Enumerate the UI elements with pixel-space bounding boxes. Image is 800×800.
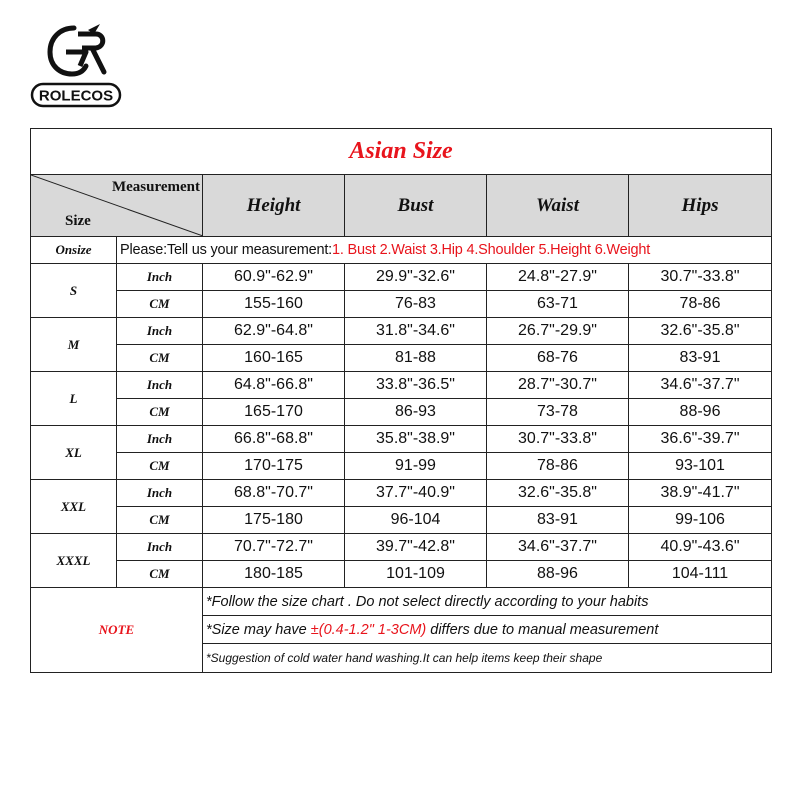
- cell-s-inch-waist: 24.8"-27.9": [487, 264, 629, 291]
- unit-cm: CM: [117, 561, 203, 588]
- cell-xxxl-inch-hips: 40.9"-43.6": [629, 534, 772, 561]
- cell-s-inch-hips: 30.7"-33.8": [629, 264, 772, 291]
- note-line-2: [203, 616, 772, 644]
- cell-xl-inch-height: 66.8"-68.8": [203, 426, 345, 453]
- cell-m-cm-hips: 83-91: [629, 345, 772, 372]
- cell-xxxl-inch-waist: 34.6"-37.7": [487, 534, 629, 561]
- onsize-items: 1. Bust 2.Waist 3.Hip 4.Shoulder 5.Height 6.Weight: [332, 242, 651, 258]
- note-line-1: *Follow the size chart . Do not select directly according to your habits: [203, 588, 772, 616]
- measurement-label: Measurement: [111, 179, 200, 195]
- cell-xxxl-inch-height: 70.7"-72.7": [203, 534, 345, 561]
- size-row-m-cm: [31, 345, 772, 372]
- unit-inch: Inch: [117, 426, 203, 453]
- cell-l-inch-bust: 33.8"-36.5": [345, 372, 487, 399]
- size-row-l-inch: [31, 372, 772, 399]
- size-row-xxl-inch: [31, 480, 772, 507]
- cell-xl-inch-hips: 36.6"-39.7": [629, 426, 772, 453]
- cell-l-cm-bust: 86-93: [345, 399, 487, 426]
- unit-cm: CM: [117, 507, 203, 534]
- chart-title: Asian Size: [349, 138, 453, 164]
- brand-name: ROLECOS: [38, 87, 114, 105]
- cell-xl-cm-hips: 93-101: [629, 453, 772, 480]
- column-header-waist: Waist: [487, 175, 629, 237]
- cell-m-cm-bust: 81-88: [345, 345, 487, 372]
- cell-m-inch-hips: 32.6"-35.8": [629, 318, 772, 345]
- cell-xl-cm-height: 170-175: [203, 453, 345, 480]
- onsize-instructions: [117, 237, 772, 264]
- cell-l-cm-hips: 88-96: [629, 399, 772, 426]
- cell-s-inch-height: 60.9"-62.9": [203, 264, 345, 291]
- size-rows: [31, 264, 772, 588]
- cell-l-inch-hips: 34.6"-37.7": [629, 372, 772, 399]
- rolecos-logo-graphic: [30, 22, 122, 114]
- size-label-m: M: [31, 318, 117, 372]
- unit-cm: CM: [117, 453, 203, 480]
- cell-xl-inch-bust: 35.8"-38.9": [345, 426, 487, 453]
- cell-m-inch-waist: 26.7"-29.9": [487, 318, 629, 345]
- note-line-2-suffix: differs due to manual measurement: [426, 621, 659, 638]
- brand-logo: [30, 22, 122, 114]
- size-label-s: S: [31, 264, 117, 318]
- cell-l-inch-waist: 28.7"-30.7": [487, 372, 629, 399]
- note-label: NOTE: [31, 588, 203, 673]
- size-row-xl-inch: [31, 426, 772, 453]
- cell-m-cm-height: 160-165: [203, 345, 345, 372]
- cell-m-cm-waist: 68-76: [487, 345, 629, 372]
- corner-header: [31, 175, 203, 237]
- cell-xxl-inch-bust: 37.7"-40.9": [345, 480, 487, 507]
- onsize-label: Onsize: [31, 237, 117, 264]
- cell-xl-cm-bust: 91-99: [345, 453, 487, 480]
- size-row-xxxl-inch: [31, 534, 772, 561]
- size-row-m-inch: [31, 318, 772, 345]
- unit-inch: Inch: [117, 264, 203, 291]
- cell-l-cm-waist: 73-78: [487, 399, 629, 426]
- unit-inch: Inch: [117, 480, 203, 507]
- cell-l-inch-height: 64.8"-66.8": [203, 372, 345, 399]
- column-header-height: Height: [203, 175, 345, 237]
- cell-xxxl-inch-bust: 39.7"-42.8": [345, 534, 487, 561]
- cell-m-inch-height: 62.9"-64.8": [203, 318, 345, 345]
- cell-xxl-inch-hips: 38.9"-41.7": [629, 480, 772, 507]
- size-row-l-cm: [31, 399, 772, 426]
- cell-xxl-cm-hips: 99-106: [629, 507, 772, 534]
- size-label-xxl: XXL: [31, 480, 117, 534]
- size-row-s-inch: [31, 264, 772, 291]
- cell-s-cm-waist: 63-71: [487, 291, 629, 318]
- unit-inch: Inch: [117, 372, 203, 399]
- cell-xxl-inch-waist: 32.6"-35.8": [487, 480, 629, 507]
- note-line-2-tolerance: ±(0.4-1.2" 1-3CM): [310, 621, 427, 638]
- note-line-2-prefix: *Size may have: [206, 621, 311, 638]
- title-cell: [31, 129, 772, 175]
- unit-inch: Inch: [117, 534, 203, 561]
- size-row-s-cm: [31, 291, 772, 318]
- cell-m-inch-bust: 31.8"-34.6": [345, 318, 487, 345]
- unit-cm: CM: [117, 399, 203, 426]
- size-label-xl: XL: [31, 426, 117, 480]
- cell-s-cm-height: 155-160: [203, 291, 345, 318]
- unit-cm: CM: [117, 291, 203, 318]
- size-label: Size: [65, 213, 91, 229]
- cell-xxl-inch-height: 68.8"-70.7": [203, 480, 345, 507]
- size-label-l: L: [31, 372, 117, 426]
- column-header-hips: Hips: [629, 175, 772, 237]
- cell-xxl-cm-bust: 96-104: [345, 507, 487, 534]
- cell-xl-inch-waist: 30.7"-33.8": [487, 426, 629, 453]
- cell-xxxl-cm-bust: 101-109: [345, 561, 487, 588]
- size-row-xl-cm: [31, 453, 772, 480]
- cell-s-cm-hips: 78-86: [629, 291, 772, 318]
- cell-s-cm-bust: 76-83: [345, 291, 487, 318]
- onsize-prefix: Please:Tell us your measurement:: [120, 242, 333, 258]
- size-chart-table: [30, 128, 772, 673]
- size-row-xxl-cm: [31, 507, 772, 534]
- unit-inch: Inch: [117, 318, 203, 345]
- cell-xl-cm-waist: 78-86: [487, 453, 629, 480]
- size-label-xxxl: XXXL: [31, 534, 117, 588]
- cell-xxxl-cm-hips: 104-111: [629, 561, 772, 588]
- column-header-bust: Bust: [345, 175, 487, 237]
- cell-l-cm-height: 165-170: [203, 399, 345, 426]
- cell-xxl-cm-waist: 83-91: [487, 507, 629, 534]
- size-row-xxxl-cm: [31, 561, 772, 588]
- cell-xxxl-cm-height: 180-185: [203, 561, 345, 588]
- cell-xxxl-cm-waist: 88-96: [487, 561, 629, 588]
- cell-xxl-cm-height: 175-180: [203, 507, 345, 534]
- note-line-3: *Suggestion of cold water hand washing.It can help items keep their shape: [203, 644, 772, 673]
- unit-cm: CM: [117, 345, 203, 372]
- cell-s-inch-bust: 29.9"-32.6": [345, 264, 487, 291]
